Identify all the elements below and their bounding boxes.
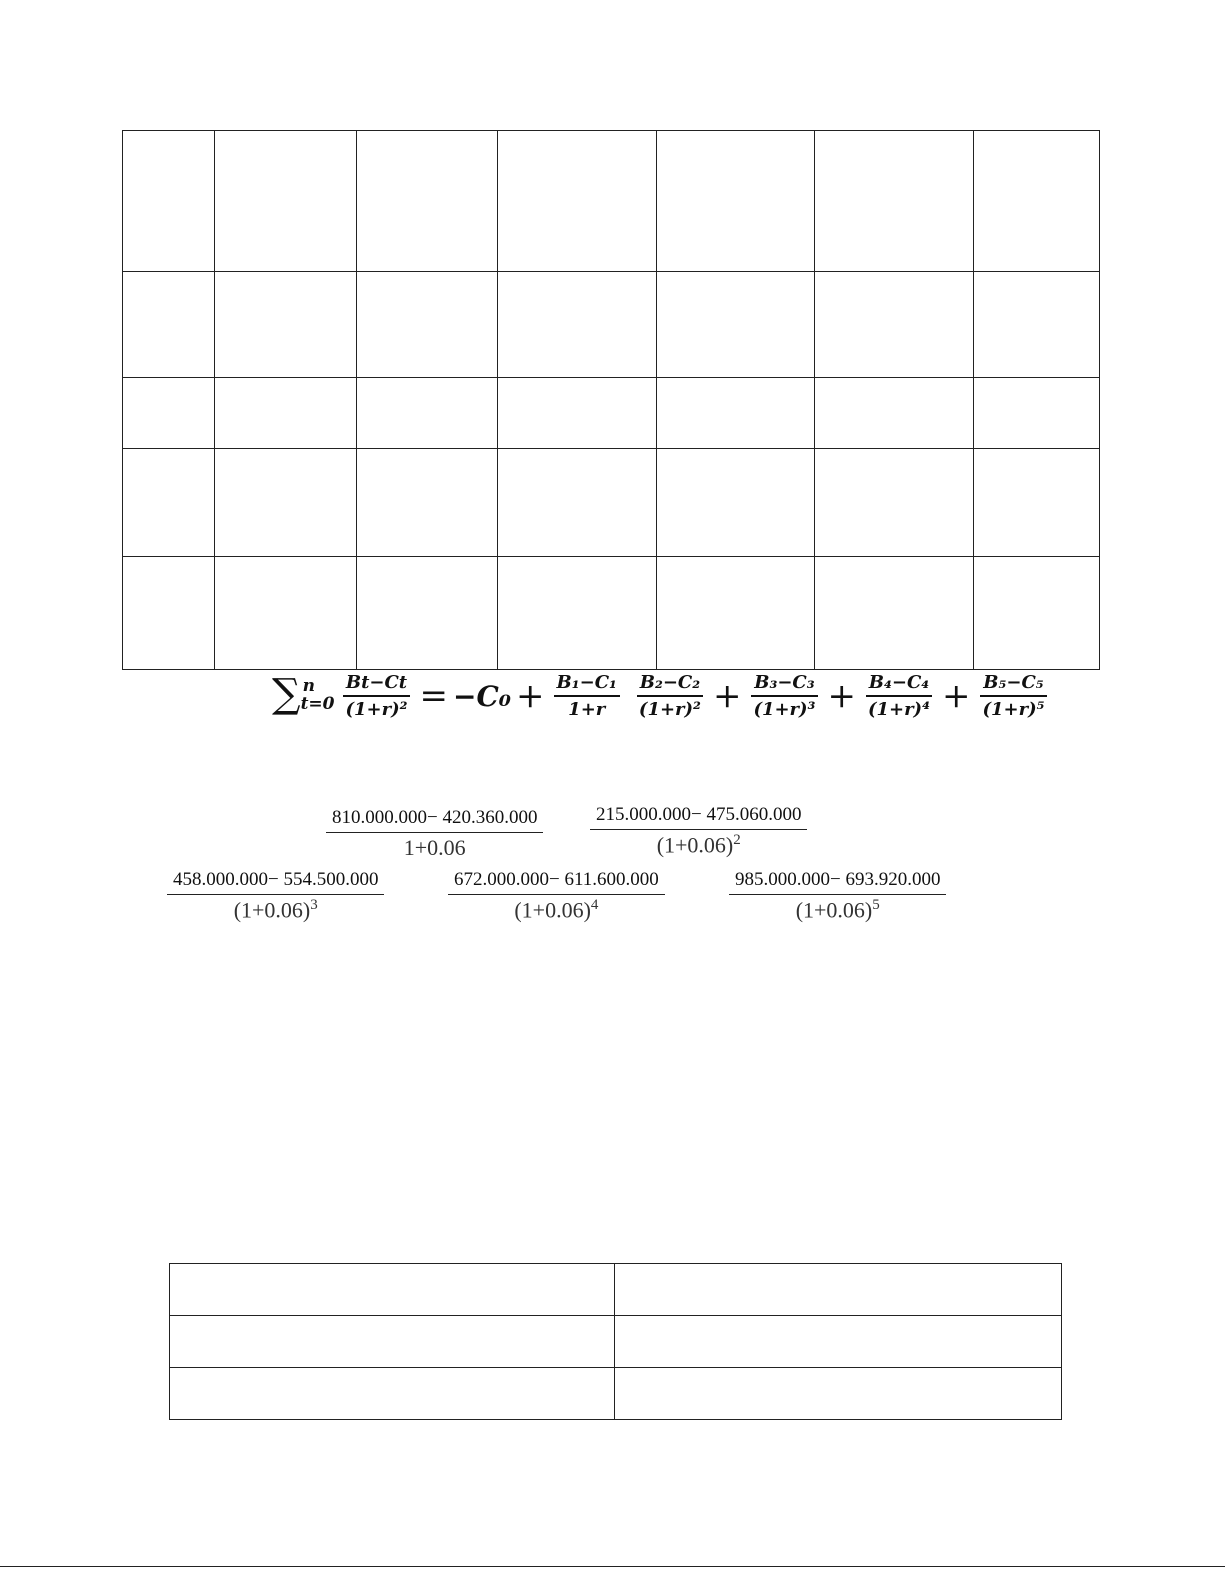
equals-sign: =	[419, 676, 449, 716]
table-cell	[357, 131, 498, 272]
sigma-symbol: ∑	[272, 671, 301, 717]
table-cell	[815, 449, 974, 557]
table-cell	[357, 378, 498, 449]
year-1-calc	[326, 807, 543, 861]
term-4-fraction	[865, 672, 933, 720]
table-cell	[657, 378, 815, 449]
year-4-numerator: 672.000.000− 611.600.000	[448, 869, 665, 895]
table-cell	[498, 378, 657, 449]
term-2-fraction	[636, 672, 704, 720]
year-2-exponent: 2	[733, 832, 741, 848]
sum-limits	[301, 678, 335, 714]
table-cell	[123, 557, 215, 670]
table-row	[123, 131, 1100, 272]
term-4-numerator: B₄−C₄	[866, 672, 932, 697]
table-cell	[498, 557, 657, 670]
table-cell	[974, 378, 1100, 449]
year-4-exponent: 4	[590, 897, 599, 913]
plus-sign: +	[516, 676, 545, 716]
lhs-fraction	[343, 672, 411, 720]
table-cell	[815, 378, 974, 449]
year-1-numerator: 810.000.000− 420.360.000	[326, 807, 543, 833]
lhs-denominator: (1+r)²	[345, 699, 408, 720]
lhs-numerator: Bt−Ct	[343, 672, 410, 697]
year-5-numerator: 985.000.000− 693.920.000	[729, 869, 946, 895]
table-cell	[123, 272, 215, 378]
cash-flow-table	[122, 130, 1100, 670]
sum-upper-limit: n	[302, 676, 315, 697]
year-5-exponent: 5	[872, 897, 880, 913]
table-row	[123, 557, 1100, 670]
table-cell	[123, 378, 215, 449]
term-2-denominator: (1+r)²	[638, 699, 701, 720]
table-cell	[815, 557, 974, 670]
table-cell	[657, 272, 815, 378]
table-cell	[170, 1368, 615, 1420]
table-row	[170, 1316, 1062, 1368]
table-cell	[498, 449, 657, 557]
table-cell	[615, 1368, 1062, 1420]
table-cell	[123, 131, 215, 272]
plus-sign: +	[712, 676, 742, 716]
year-3-exponent: 3	[310, 897, 318, 913]
summary-table	[169, 1263, 1062, 1420]
table-cell	[123, 449, 215, 557]
term-2-numerator: B₂−C₂	[637, 672, 703, 697]
year-5-denominator: $(1+0.06)^5$	[795, 897, 880, 923]
table-cell	[974, 449, 1100, 557]
table-cell	[974, 131, 1100, 272]
year-2-numerator: 215.000.000− 475.060.000	[590, 804, 807, 830]
table-cell	[170, 1264, 615, 1316]
page-bottom-rule	[0, 1566, 1225, 1567]
table-cell	[615, 1316, 1062, 1368]
table-cell	[357, 272, 498, 378]
table-cell	[215, 131, 357, 272]
term-3-denominator: (1+r)³	[753, 699, 816, 720]
table-cell	[215, 449, 357, 557]
table-cell	[657, 449, 815, 557]
table-cell	[170, 1316, 615, 1368]
sum-lower-limit: t=0	[300, 694, 335, 714]
term-1-numerator: B₁−C₁	[554, 672, 620, 697]
table-cell	[215, 557, 357, 670]
table-row	[123, 378, 1100, 449]
table-cell	[357, 557, 498, 670]
term-3-fraction	[750, 672, 818, 720]
table-row	[170, 1264, 1062, 1316]
table-cell	[815, 272, 974, 378]
table-cell	[974, 272, 1100, 378]
table-cell	[215, 378, 357, 449]
minus-c0: −C₀	[453, 679, 512, 713]
year-3-numerator: 458.000.000− 554.500.000	[167, 869, 384, 895]
term-5-fraction	[979, 672, 1047, 720]
plus-sign: +	[941, 676, 971, 716]
term-5-numerator: B₅−C₅	[980, 672, 1046, 697]
table-cell	[498, 131, 657, 272]
table-cell	[657, 557, 815, 670]
year-5-calc	[729, 869, 946, 923]
year-3-denominator: $(1+0.06)^3$	[233, 897, 318, 923]
table-cell	[615, 1264, 1062, 1316]
table-cell	[215, 272, 357, 378]
npv-formula	[272, 672, 1051, 720]
term-1-denominator: 1+r	[568, 699, 606, 720]
table-cell	[974, 557, 1100, 670]
term-3-numerator: B₃−C₃	[751, 672, 817, 697]
year-4-denominator: $(1+0.06)^4$	[514, 897, 599, 923]
year-2-calc	[590, 804, 807, 858]
term-4-denominator: (1+r)⁴	[867, 699, 930, 720]
plus-sign: +	[827, 676, 856, 716]
term-1-fraction	[554, 672, 620, 720]
year-4-calc	[448, 869, 665, 923]
year-1-denominator: 1+0.06	[403, 835, 466, 860]
table-cell	[498, 272, 657, 378]
year-3-calc	[167, 869, 384, 923]
table-cell	[357, 449, 498, 557]
table-row	[123, 272, 1100, 378]
table-cell	[815, 131, 974, 272]
table-row	[123, 449, 1100, 557]
table-row	[170, 1368, 1062, 1420]
term-5-denominator: (1+r)⁵	[982, 699, 1045, 720]
table-cell	[657, 131, 815, 272]
year-2-denominator: $(1+0.06)^2$	[656, 832, 741, 858]
